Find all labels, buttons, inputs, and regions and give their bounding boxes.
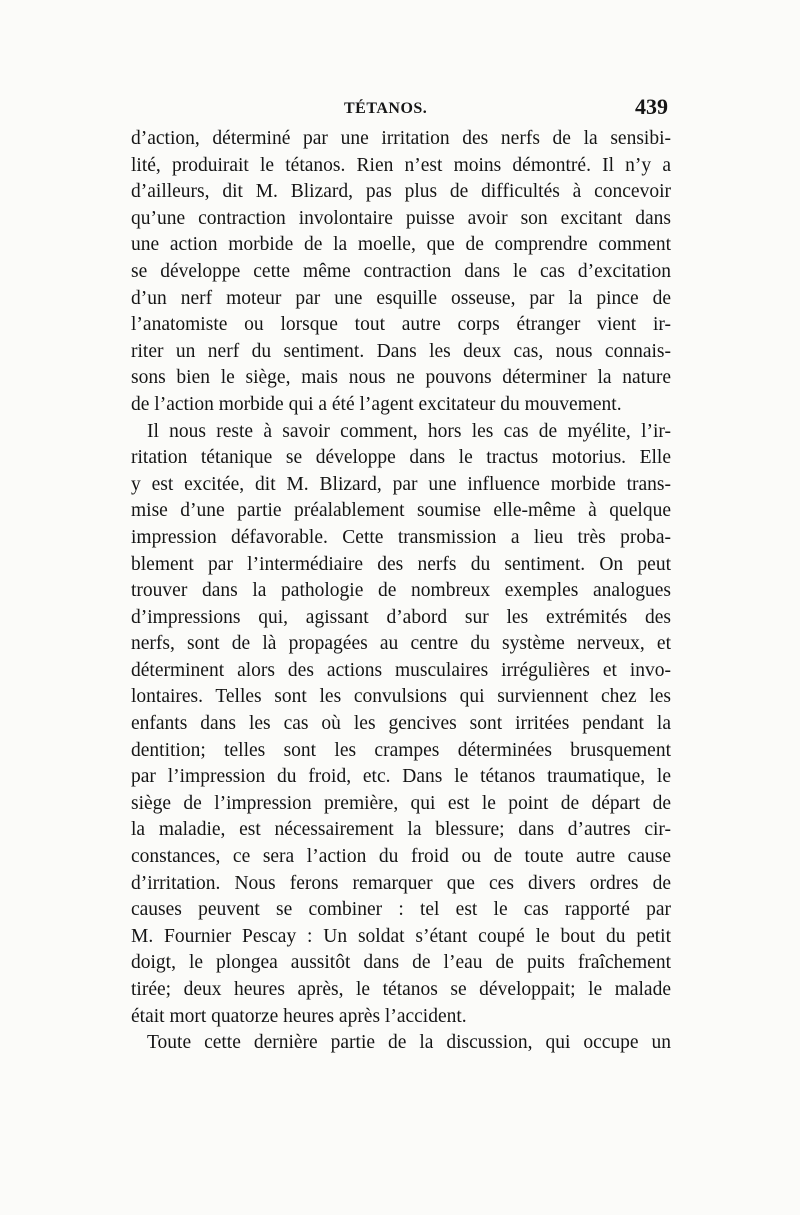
text-line: riter un nerf du sentiment. Dans les deux cas, nous connais- [131,340,671,362]
text-line: d’action, déterminé par une irritation des nerfs de la sensibi- [131,128,671,149]
text-line: Toute cette dernière partie de la discussion, qui occupe un [147,1032,671,1054]
text-line: blement par l’intermédiaire des nerfs du sentiment. On peut [131,553,671,575]
text-line: d’irritation. Nous ferons remarquer que ces divers ordres de [131,872,671,894]
text-line: constances, ce sera l’action du froid ou de toute autre cause [131,846,671,868]
text-line: par l’impression du froid, etc. Dans le tétanos traumatique, le [131,766,671,788]
text-line: mise d’une partie préalablement soumise elle-même à quelque [131,500,671,522]
text-line: M. Fournier Pescay : Un soldat s’étant coupé le bout du petit [131,925,671,947]
text-line: se développe cette même contraction dans le cas d’excitation [131,260,671,282]
page-number: 439 [635,94,668,119]
text-line: tirée; deux heures après, le tétanos se développait; le malade [131,979,671,1000]
text-line: qu’une contraction involontaire puisse avoir son excitant dans [131,207,671,229]
text-line: était mort quatorze heures après l’accident. [131,1005,467,1027]
text-line: enfants dans les cas où les gencives sont irritées pendant la [131,713,671,735]
text-line: déterminent alors des actions musculaires irrégulières et invo- [131,659,671,681]
text-line: y est excitée, dit M. Blizard, par une influence morbide trans- [131,473,671,495]
text-line: siège de l’impression première, qui est le point de départ de [131,792,671,814]
text-line: d’un nerf moteur par une esquille osseuse, par la pince de [131,287,671,309]
text-line: l’anatomiste ou lorsque tout autre corps étranger vient ir- [131,314,671,336]
text-line: impression défavorable. Cette transmission a lieu très proba- [131,526,671,548]
text-line: lité, produirait le tétanos. Rien n’est moins démontré. Il n’y a [131,154,671,176]
text-line: sons bien le siège, mais nous ne pouvons déterminer la nature [131,367,671,389]
text-line: Il nous reste à savoir comment, hors les cas de myélite, l’ir- [147,420,671,442]
text-line: d’impressions qui, agissant d’abord sur les extrémités des [131,606,671,628]
page-header [132,94,672,124]
body-text [131,126,671,1057]
text-line: dentition; telles sont les crampes déterminées brusquement [131,739,671,761]
text-line: une action morbide de la moelle, que de comprendre comment [131,234,671,256]
text-line: doigt, le plongea aussitôt dans de l’eau de puits fraîchement [131,952,671,974]
text-line: causes peuvent se combiner : tel est le cas rapporté par [131,899,671,921]
text-line: lontaires. Telles sont les convulsions qui surviennent chez les [131,686,671,708]
text-line: de l’action morbide qui a été l’agent excitateur du mouvement. [131,393,622,415]
text-line: nerfs, sont de là propagées au centre du système nerveux, et [131,633,671,655]
text-line: d’ailleurs, dit M. Blizard, pas plus de difficultés à concevoir [131,181,671,203]
text-line: la maladie, est nécessairement la blessure; dans d’autres cir- [131,819,671,841]
running-title: TÉTANOS. [344,100,428,117]
text-line: trouver dans la pathologie de nombreux exemples analogues [131,580,671,602]
text-line: ritation tétanique se développe dans le tractus motorius. Elle [131,447,671,469]
